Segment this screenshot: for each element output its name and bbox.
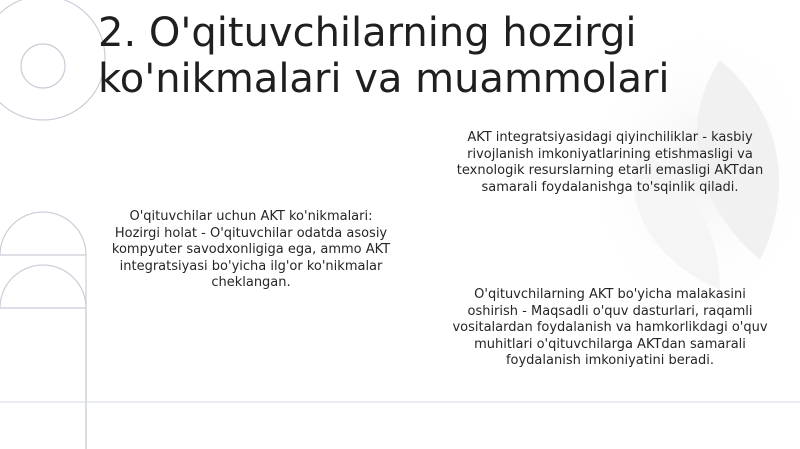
text-line: O'qituvchilar uchun AKT ko'nikmalari: xyxy=(129,209,373,224)
text-line: kompyuter savodxonligiga ega, ammo AKT xyxy=(111,242,391,257)
text-line: foydalanish imkoniyatini beradi. xyxy=(505,353,715,368)
ict-challenges-text xyxy=(440,130,780,196)
text-line: muhitlari o'qituvchilarga AKTdan samarali xyxy=(474,336,746,352)
text-line: integratsiyasi bo'yicha ilg'or ko'nikmalar xyxy=(119,258,383,274)
text-line: oshirish - Maqsadli o'quv dasturlari, raqamli xyxy=(467,303,753,319)
ict-skills-text xyxy=(92,209,410,292)
title-line: 2. O'qituvchilarning hozirgi xyxy=(98,10,637,56)
text-line: Hozirgi holat - O'qituvchilar odatda asosiy xyxy=(114,225,388,241)
text-line: cheklangan. xyxy=(211,275,291,290)
text-line: AKT integratsiyasidagi qiyinchiliklar - kasbiy xyxy=(467,130,753,145)
ict-improvement-text xyxy=(445,287,775,370)
text-line: texnologik resurslarning etarli emasligi AKTdan xyxy=(456,163,764,178)
text-line: O'qituvchilarning AKT bo'yicha malakasini xyxy=(474,287,746,302)
circle-outline-decoration xyxy=(0,0,105,120)
text-line: vositalardan foydalanish va hamkorlikdagi o'quv xyxy=(452,320,768,335)
text-line: rivojlanish imkoniyatlarining etishmasligi va xyxy=(467,146,753,162)
text-line: samarali foydalanishga to'sqinlik qiladi. xyxy=(481,179,739,195)
title-line: ko'nikmalari va muammolari xyxy=(98,56,670,102)
arch-outline-decoration xyxy=(0,212,86,449)
slide-title xyxy=(98,10,778,102)
